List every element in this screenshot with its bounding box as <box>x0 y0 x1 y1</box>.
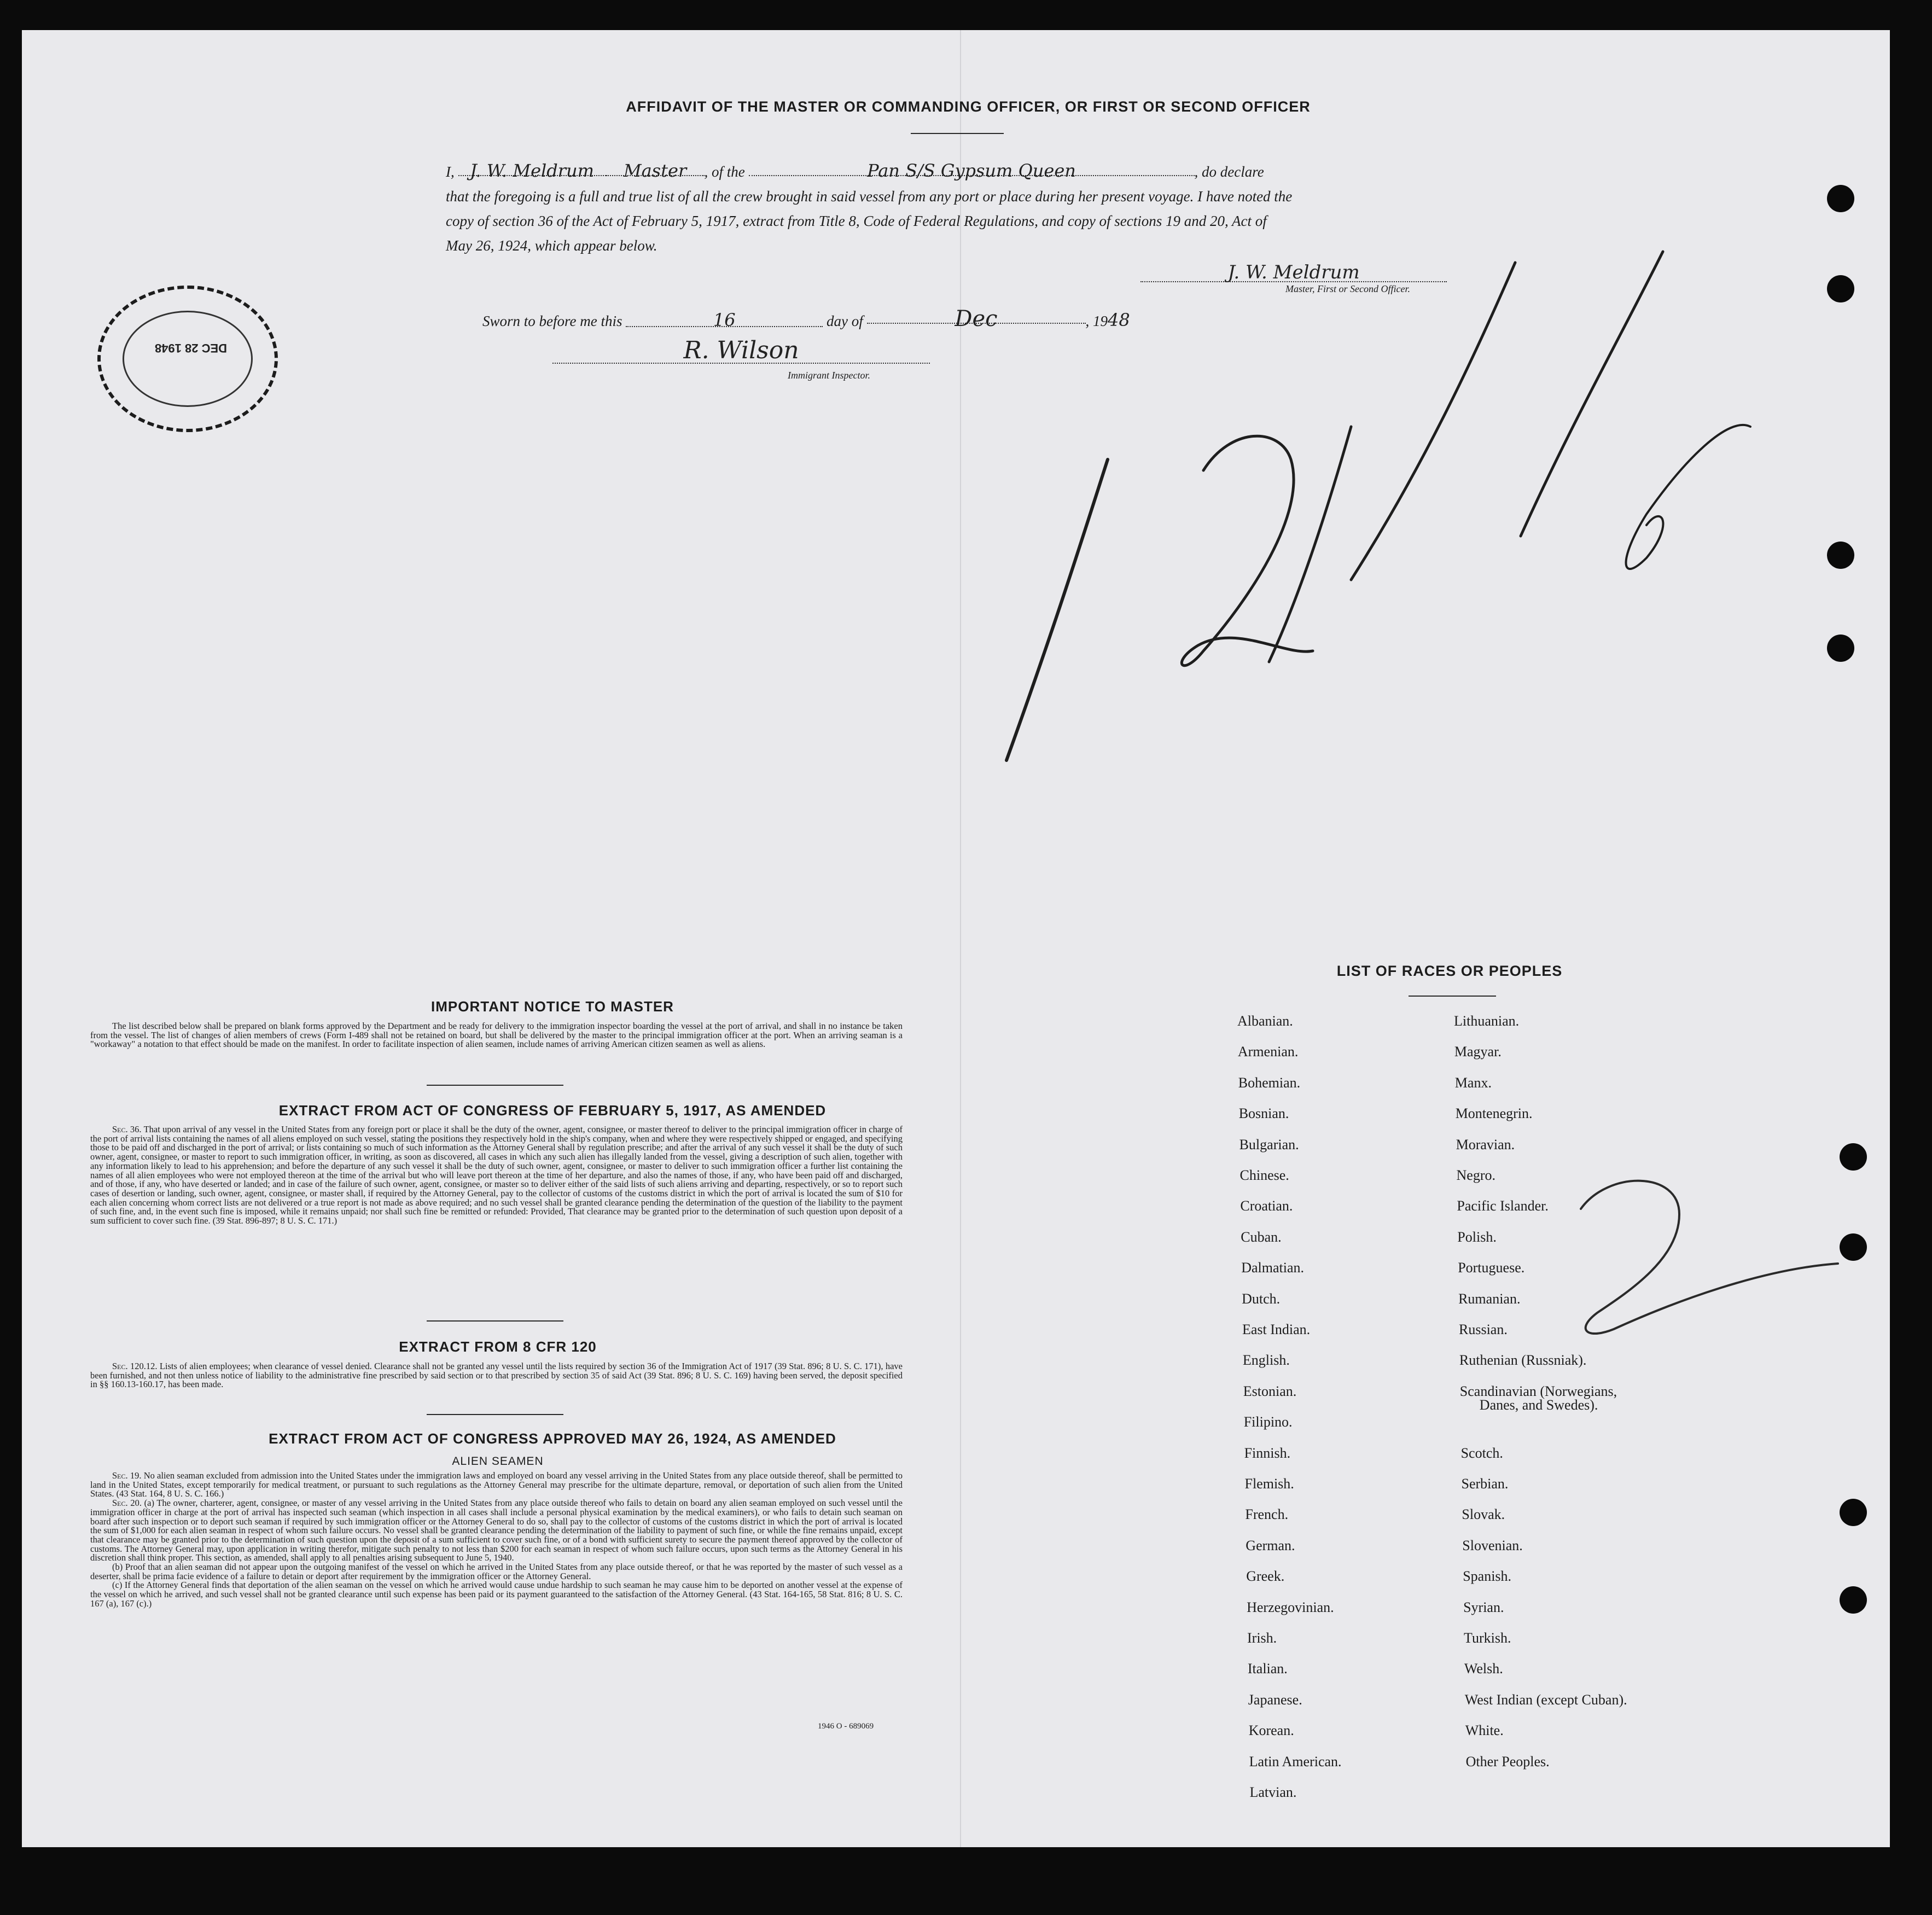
race-left-item: East Indian. <box>1242 1322 1311 1337</box>
inspector-label: Immigrant Inspector. <box>788 370 870 381</box>
race-right-item: Danes, and Swedes). <box>1479 1396 1598 1413</box>
master-name: J. W. Meldrum <box>470 160 594 181</box>
of-the-label: , of the <box>704 164 745 180</box>
race-right-item: Other Peoples. <box>1465 1753 1550 1770</box>
extract-1917-title: EXTRACT FROM ACT OF CONGRESS OF FEBRUARY 5, 1917, AS AMENDED <box>278 1102 827 1119</box>
race-left-item: Flemish. <box>1244 1476 1294 1492</box>
declaration-line-2: that the foregoing is a full and true list of all the crew brought in said vessel from any port or place during her present voyage. I have noted the <box>446 188 1293 205</box>
notice-text <box>90 1022 903 1049</box>
punch-hole <box>1840 1586 1867 1614</box>
master-name-field[interactable] <box>458 159 606 181</box>
extract-1917-rule <box>427 1320 563 1322</box>
race-left-item: Bosnian. <box>1238 1105 1289 1122</box>
notice-title: IMPORTANT NOTICE TO MASTER <box>431 998 674 1015</box>
title-rule <box>911 133 1004 134</box>
sworn-day: 16 <box>713 310 736 330</box>
punch-hole <box>1827 542 1854 569</box>
sworn-year: 48 <box>1108 310 1130 330</box>
race-right-item: Rumanian. <box>1458 1290 1521 1307</box>
race-right-item: Moravian. <box>1456 1136 1515 1153</box>
race-left-item: Bohemian. <box>1238 1074 1301 1091</box>
race-left-item: Cuban. <box>1241 1229 1282 1245</box>
race-right-item: Negro. <box>1456 1167 1495 1183</box>
race-right-item: Montenegrin. <box>1455 1105 1533 1122</box>
race-right-item: Slovenian. <box>1462 1537 1523 1553</box>
race-right-item: Manx. <box>1454 1074 1492 1091</box>
race-left-item: French. <box>1245 1506 1289 1523</box>
declaration-line-4: May 26, 1924, which appear below. <box>446 237 657 254</box>
race-right-item: Turkish. <box>1464 1630 1511 1646</box>
race-right-item: Serbian. <box>1461 1476 1509 1492</box>
inspector-signature-line[interactable] <box>552 336 930 364</box>
rank-field[interactable] <box>606 159 705 181</box>
declaration-line-1 <box>446 159 1482 184</box>
race-right-item: Slovak. <box>1462 1506 1505 1523</box>
sworn-prefix: Sworn to before me this <box>482 313 622 329</box>
sec20-label: Sec. 20. <box>112 1498 142 1509</box>
affidavit-title: AFFIDAVIT OF THE MASTER OR COMMANDING OFFICER, OR FIRST OR SECOND OFFICER <box>626 98 1311 115</box>
sworn-day-field[interactable] <box>626 310 823 330</box>
notice-paragraph: The list described below shall be prepared on blank forms approved by the Department and be ready for delivery to the immigration inspector boarding the vessel at the port of arrival, and shall in no instance be taken from the vessel. The list of changes of alien members of crews (Form I-489 shall not be retained on board, but shall be delivered by the master to the principal immigration officer at the port. When an arriving seaman is a "workaway" a notation to that effect should be made on the manifest. In order to facilitate inspection of alien seamen, include names of arriving American citizen seamen as well as aliens. <box>90 1021 903 1050</box>
race-left-item: Dalmatian. <box>1241 1260 1304 1276</box>
stamp-inner-ring <box>123 311 253 407</box>
stroke-2 <box>1182 436 1313 666</box>
extract-1917-text <box>90 1125 903 1226</box>
print-code: 1946 O - 689069 <box>818 1722 874 1731</box>
race-left-item: Croatian. <box>1240 1198 1293 1214</box>
race-left-item: Italian. <box>1247 1661 1288 1677</box>
notice-rule <box>427 1085 563 1086</box>
sec120-text: Lists of alien employees; when clearance of vessel denied. Clearance shall not be granted any vessel until the lists required by section 36 of the Immigration Act of 1917 (39 Stat. 896; 8 U. S. C. 171), have been furnished, and not then unless notice of liability to the administrative fine prescribed by said section or to that prescribed by section 35 of said Act (39 Stat. 896; 8 U. S. C. 169) having been served, the deposit specified in §§ 160.13-160.17, has been made. <box>90 1361 903 1390</box>
race-right-item: Scandinavian (Norwegians, <box>1459 1383 1617 1399</box>
race-right-item: West Indian (except Cuban). <box>1464 1691 1627 1708</box>
race-left-item: Dutch. <box>1242 1290 1281 1307</box>
sec19-text: No alien seaman excluded from admission into the United States under the immigration laws and employed on board any vessel arriving in the United States from any place outside thereof, shall be permitted to land in the United States, except temporarily for medical treatment, or pursuant to such regulations as the Attorney General may prescribe for the ultimate departure, removal, or deportation of such alien from the United States. (43 Stat. 164, 8 U. S. C. 166.) <box>90 1470 903 1499</box>
race-right-item: Russian. <box>1459 1322 1508 1337</box>
race-right-item: Portuguese. <box>1458 1260 1525 1276</box>
race-left-item: Latvian. <box>1249 1784 1297 1800</box>
extract-1924-title: EXTRACT FROM ACT OF CONGRESS APPROVED MAY 26, 1924, AS AMENDED <box>269 1430 836 1447</box>
race-left-item: English. <box>1242 1352 1290 1369</box>
extract-cfr-title: EXTRACT FROM 8 CFR 120 <box>399 1338 597 1355</box>
punch-hole <box>1827 185 1854 212</box>
vessel-name: Pan S/S Gypsum Queen <box>867 160 1076 181</box>
race-right-item: Lithuanian. <box>1454 1013 1520 1029</box>
handwritten-two-text: 2 <box>470 67 473 73</box>
master-signature-label: Master, First or Second Officer. <box>1285 283 1410 294</box>
race-right-item: Scotch. <box>1460 1445 1503 1461</box>
immigration-stamp <box>97 286 278 432</box>
race-left-item: Korean. <box>1248 1722 1294 1739</box>
extract-1924-text <box>90 1471 903 1609</box>
race-left-item: Japanese. <box>1248 1691 1302 1708</box>
punch-hole <box>1827 635 1854 662</box>
extract-cfr-text <box>90 1362 903 1389</box>
race-left-item: Greek. <box>1246 1568 1285 1585</box>
sec20c-text: (c) If the Attorney General finds that deportation of the alien seaman on the vessel on which he arrived would cause undue hardship to such seaman he may cause him to be deported on another vessel at the expense of the vessel on which he arrived, and such vessel shall not be granted clearance until such expense has been paid or its payment guaranteed to the satisfaction of the Attorney General. (43 Stat. 164-165, 58 Stat. 816; 8 U. S. C. 167 (a), 167 (c).) <box>90 1580 903 1609</box>
alien-seamen-subtitle: ALIEN SEAMEN <box>452 1455 544 1468</box>
vessel-name-field[interactable] <box>749 159 1195 181</box>
declaration-line-3: copy of section 36 of the Act of February 5, 1917, extract from Title 8, Code of Federal Regulations, and copy of sections 19 and 20, Act of <box>446 213 1267 229</box>
race-right-item: Polish. <box>1457 1229 1497 1245</box>
extract-cfr-rule <box>427 1414 563 1415</box>
sec120-label: Sec. 120.12. <box>112 1361 158 1371</box>
race-right-item: Spanish. <box>1463 1568 1512 1585</box>
race-right-item: Syrian. <box>1463 1599 1504 1615</box>
punch-hole <box>1840 1499 1867 1526</box>
sec36-text: That upon arrival of any vessel in the United States from any foreign port or place it shall be the duty of the owner, agent, consignee, or master thereof to deliver to the principal immigration officer in charge of the port of arrival lists containing the names of all aliens employed on such vessel, stating the positions they respectively hold in the ship's company, when and where they were respectively shipped or engaged, and specifying those to be paid off and discharged in the port of arrival; or lists containing so much of such information as the Attorney General shall by regulation prescribe; and after the arrival of any such vessel it shall be the duty of such owner, agent, consignee, or master to report to such immigration officer, in writing, as soon as discovered, all cases in which any such alien has illegally landed from the vessel, giving a description of such alien, together with any information likely to lead to his apprehension; and before the departure of any such vessel it shall be the duty of such owner, agent, consignee, or master to deliver to such immigration officer a further list containing the names of all alien employees who were not employed thereon at the time of the arrival but who will leave port thereon at the time of her departure, and also the names of those, if any, who have been paid off and discharged, and of those, if any, who have deserted or landed; and in case of the failure of such owner, agent, consignee, or master so to deliver either of the said lists of such aliens arriving and departing, respectively, or so to report such cases of desertion or landing, such owner, agent, consignee, or master shall, if required by the Attorney General, pay to the collector of customs of the customs district in which the port of arrival is located the sum of $10 for each alien concerning whom correct lists are not delivered or a true report is not made as above required; and no such vessel shall be granted clearance pending the determination of the question of the liability to the payment of such fine, and, in the event such fine is imposed, while it remains unpaid; nor shall such fine be remitted or refunded: Provided, That clearance may be granted prior to the determination of such question upon deposit of a sum sufficient to cover such fine. (39 Stat. 896-897; 8 U. S. C. 171.) <box>90 1124 903 1226</box>
fold-line <box>960 30 961 1847</box>
races-title: LIST OF RACES OR PEOPLES <box>1336 963 1563 979</box>
race-left-item: Chinese. <box>1239 1167 1289 1183</box>
stroke-6 <box>1626 425 1751 569</box>
race-left-item: Armenian. <box>1237 1044 1299 1060</box>
sec19-label: Sec. 19. <box>112 1470 142 1481</box>
two-stroke <box>1581 1181 1838 1334</box>
race-left-item: Finnish. <box>1244 1445 1291 1461</box>
sec20a-text: (a) The owner, charterer, agent, consignee, or master of any vessel arriving in the United States from any place outside thereof who fails to detain on board any alien seaman employed on such vessel until the immigration officer in charge at the port of arrival has inspected such seaman (which inspection in all cases shall include a personal physical examination by the medical examiners), or who fails to detain such seaman on board after such inspection or to deport such seaman if required by such immigration officer or the Attorney General to do so, shall pay to the collector of customs of the customs district in which the port of arrival is located the sum of $1,000 for each alien seaman in respect of whom such failure occurs. No vessel shall be granted clearance pending the determination of the liability to payment of such fine, or while the fine remains unpaid, except that clearance may be granted prior to the determination of such question upon the deposit of a sum sufficient to cover such fine, or of a bond with sufficient surety to secure the payment thereof approved by the collector of customs. The Attorney General may, upon application in writing therefor, mitigate such penalty to not less than $200 for each seaman in respect of whom such failure occurs, upon such terms as the Attorney General in his discretion shall think proper. This section, as amended, shall apply to all penalties arising subsequent to June 5, 1940. <box>90 1498 903 1563</box>
day-of-label: day of <box>827 313 863 329</box>
race-left-item: German. <box>1246 1537 1295 1553</box>
intro-prefix: I, <box>446 164 455 180</box>
race-right-item: Magyar. <box>1454 1044 1502 1060</box>
stroke-4 <box>1269 427 1351 662</box>
stroke-1 <box>1006 459 1108 760</box>
inspector-signature: R. Wilson <box>683 336 799 364</box>
race-right-item: Pacific Islander. <box>1457 1198 1549 1214</box>
sec20b-text: (b) Proof that an alien seaman did not appear upon the outgoing manifest of the vessel on which he arrived in the United States from any place outside thereof, or that he was reported by the master of such vessel as a deserter, shall be prima facie evidence of a failure to detain or deport after requirement by the immigration officer or the Attorney General. <box>90 1562 903 1581</box>
race-left-item: Irish. <box>1247 1630 1277 1646</box>
race-right-item: Welsh. <box>1464 1661 1503 1677</box>
race-right-item: White. <box>1465 1722 1504 1739</box>
do-declare-label: , do declare <box>1194 164 1264 180</box>
sworn-month: Dec <box>955 306 998 331</box>
race-left-item: Herzegovinian. <box>1247 1599 1334 1615</box>
race-left-item: Bulgarian. <box>1239 1136 1299 1153</box>
handwritten-number <box>974 230 1794 930</box>
punch-hole <box>1827 275 1854 302</box>
race-left-item: Albanian. <box>1237 1013 1293 1029</box>
races-rule <box>1409 996 1496 997</box>
stroke-slash <box>1351 263 1515 580</box>
race-left-item: Estonian. <box>1243 1383 1297 1399</box>
stroke-1b <box>1521 252 1663 536</box>
stamp-date: DEC 28 1948 <box>154 341 228 355</box>
rank: Master <box>623 160 687 181</box>
race-left-item: Filipino. <box>1243 1414 1293 1430</box>
year-prefix: , 19 <box>1085 313 1108 329</box>
master-signature: J. W. Meldrum <box>1227 261 1360 283</box>
sec36-label: Sec. 36. <box>112 1124 142 1134</box>
race-left-item: Latin American. <box>1249 1753 1342 1770</box>
race-right-item: Ruthenian (Russniak). <box>1459 1352 1587 1369</box>
